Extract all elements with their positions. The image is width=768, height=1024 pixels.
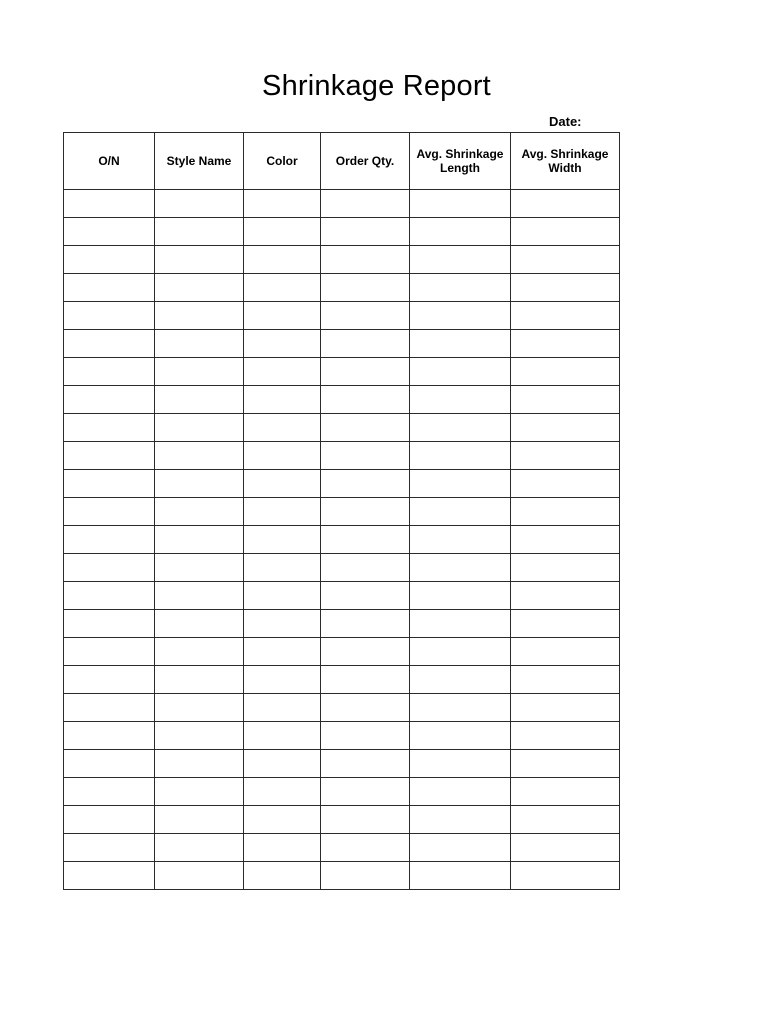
table-cell[interactable] [155,638,244,666]
table-cell[interactable] [410,610,511,638]
table-cell[interactable] [244,386,321,414]
table-row [64,498,620,526]
table-cell[interactable] [410,834,511,862]
table-cell[interactable] [155,414,244,442]
table-row [64,386,620,414]
table-row [64,610,620,638]
table-cell[interactable] [410,666,511,694]
table-cell[interactable] [410,330,511,358]
table-cell[interactable] [511,806,620,834]
table-row [64,722,620,750]
table-cell[interactable] [321,582,410,610]
table-cell[interactable] [244,750,321,778]
table-cell[interactable] [410,414,511,442]
table-cell[interactable] [244,246,321,274]
table-row [64,806,620,834]
table-cell[interactable] [244,330,321,358]
table-cell[interactable] [410,190,511,218]
table-cell[interactable] [64,442,155,470]
table-cell[interactable] [511,470,620,498]
table-row [64,470,620,498]
table-cell[interactable] [321,610,410,638]
table-cell[interactable] [321,330,410,358]
table-cell[interactable] [64,778,155,806]
table-row [64,554,620,582]
table-cell[interactable] [321,442,410,470]
table-cell[interactable] [511,190,620,218]
table-cell[interactable] [321,302,410,330]
table-cell[interactable] [321,722,410,750]
table-cell[interactable] [64,750,155,778]
table-cell[interactable] [410,470,511,498]
table-cell[interactable] [511,582,620,610]
table-cell[interactable] [64,722,155,750]
table-cell[interactable] [321,386,410,414]
table-cell[interactable] [244,274,321,302]
table-cell[interactable] [410,302,511,330]
table-header-row [64,133,620,190]
table-row [64,778,620,806]
table-cell[interactable] [321,190,410,218]
table-cell[interactable] [511,358,620,386]
table-cell[interactable] [155,722,244,750]
table-cell[interactable] [511,610,620,638]
table-cell[interactable] [64,862,155,890]
column-header-avg-shrinkage-width: Avg. Shrinkage Width [511,133,620,190]
table-cell[interactable] [64,246,155,274]
table-cell[interactable] [321,806,410,834]
table-cell[interactable] [410,386,511,414]
table-row [64,834,620,862]
table-row [64,694,620,722]
table-cell[interactable] [244,190,321,218]
table-cell[interactable] [511,330,620,358]
table-cell[interactable] [321,554,410,582]
table-cell[interactable] [321,498,410,526]
table-cell[interactable] [321,694,410,722]
table-cell[interactable] [64,526,155,554]
table-cell[interactable] [155,274,244,302]
table-row [64,526,620,554]
table-cell[interactable] [64,806,155,834]
table-cell[interactable] [155,386,244,414]
table-cell[interactable] [64,554,155,582]
table-cell[interactable] [511,750,620,778]
table-cell[interactable] [155,442,244,470]
table-cell[interactable] [244,498,321,526]
table-cell[interactable] [244,526,321,554]
table-cell[interactable] [410,694,511,722]
table-cell[interactable] [244,806,321,834]
table-cell[interactable] [410,778,511,806]
table-cell[interactable] [155,246,244,274]
table-cell[interactable] [410,554,511,582]
table-cell[interactable] [155,470,244,498]
table-cell[interactable] [321,274,410,302]
table-cell[interactable] [244,554,321,582]
table-cell[interactable] [64,414,155,442]
table-cell[interactable] [155,582,244,610]
table-cell[interactable] [155,750,244,778]
table-cell[interactable] [64,638,155,666]
table-cell[interactable] [321,358,410,386]
table-row [64,638,620,666]
shrinkage-table [63,132,620,890]
table-row [64,274,620,302]
table-body [64,190,620,890]
table-cell[interactable] [244,778,321,806]
table-cell[interactable] [244,638,321,666]
table-row [64,582,620,610]
table-cell[interactable] [155,302,244,330]
table-row [64,330,620,358]
table-cell[interactable] [155,834,244,862]
table-cell[interactable] [244,834,321,862]
table-cell[interactable] [64,302,155,330]
table-cell[interactable] [155,694,244,722]
table-cell[interactable] [410,246,511,274]
table-cell[interactable] [155,610,244,638]
table-cell[interactable] [410,638,511,666]
column-header-on: O/N [64,133,155,190]
table-cell[interactable] [155,358,244,386]
column-header-color: Color [244,133,321,190]
table-cell[interactable] [244,358,321,386]
table-cell[interactable] [64,358,155,386]
table-cell[interactable] [155,862,244,890]
table-cell[interactable] [155,778,244,806]
table-cell[interactable] [511,526,620,554]
table-cell[interactable] [155,526,244,554]
table-cell[interactable] [64,834,155,862]
table-cell[interactable] [321,778,410,806]
table-cell[interactable] [321,862,410,890]
table-cell[interactable] [410,526,511,554]
table-cell[interactable] [410,358,511,386]
table-cell[interactable] [64,582,155,610]
table-cell[interactable] [410,862,511,890]
table-cell[interactable] [511,834,620,862]
table-cell[interactable] [244,582,321,610]
table-cell[interactable] [511,386,620,414]
table-cell[interactable] [244,610,321,638]
table-cell[interactable] [410,498,511,526]
table-cell[interactable] [410,750,511,778]
table-row [64,442,620,470]
table-cell[interactable] [155,190,244,218]
table-cell[interactable] [321,666,410,694]
table-cell[interactable] [155,666,244,694]
table-cell[interactable] [511,666,620,694]
table-cell[interactable] [64,218,155,246]
table-cell[interactable] [64,610,155,638]
table-cell[interactable] [244,414,321,442]
table-cell[interactable] [410,442,511,470]
table-cell[interactable] [155,330,244,358]
table-cell[interactable] [155,498,244,526]
column-header-avg-shrinkage-length: Avg. Shrinkage Length [410,133,511,190]
table-cell[interactable] [321,638,410,666]
table-cell[interactable] [511,246,620,274]
table-cell[interactable] [511,498,620,526]
table-cell[interactable] [244,862,321,890]
table-row [64,862,620,890]
table-cell[interactable] [155,806,244,834]
table-cell[interactable] [511,554,620,582]
table-cell[interactable] [321,414,410,442]
table-cell[interactable] [511,414,620,442]
table-cell[interactable] [244,470,321,498]
table-cell[interactable] [244,302,321,330]
table-cell[interactable] [64,470,155,498]
table-row [64,190,620,218]
table-cell[interactable] [321,834,410,862]
table-cell[interactable] [410,274,511,302]
date-label: Date: [549,114,582,129]
page-title: Shrinkage Report [262,70,491,102]
table-cell[interactable] [410,218,511,246]
table-cell[interactable] [321,218,410,246]
table-cell[interactable] [244,694,321,722]
table-row [64,750,620,778]
table-cell[interactable] [244,722,321,750]
table-cell[interactable] [511,218,620,246]
table-cell[interactable] [244,442,321,470]
table-row [64,218,620,246]
table-cell[interactable] [511,722,620,750]
table-cell[interactable] [64,190,155,218]
table-cell[interactable] [511,694,620,722]
table-cell[interactable] [244,666,321,694]
table-cell[interactable] [511,274,620,302]
table-cell[interactable] [321,750,410,778]
table-cell[interactable] [511,442,620,470]
table-cell[interactable] [321,470,410,498]
table-cell[interactable] [410,582,511,610]
table-row [64,302,620,330]
table-cell[interactable] [155,554,244,582]
table-cell[interactable] [64,274,155,302]
table-cell[interactable] [511,302,620,330]
table-cell[interactable] [64,498,155,526]
table-row [64,358,620,386]
table-cell[interactable] [155,218,244,246]
column-header-style-name: Style Name [155,133,244,190]
column-header-order-qty: Order Qty. [321,133,410,190]
table-cell[interactable] [64,694,155,722]
table-cell[interactable] [511,638,620,666]
table-cell[interactable] [321,246,410,274]
table-row [64,414,620,442]
table-cell[interactable] [64,386,155,414]
table-row [64,666,620,694]
table-cell[interactable] [244,218,321,246]
table-cell[interactable] [64,666,155,694]
table-cell[interactable] [410,722,511,750]
table-cell[interactable] [511,778,620,806]
table-cell[interactable] [511,862,620,890]
table-cell[interactable] [410,806,511,834]
table-cell[interactable] [64,330,155,358]
table-row [64,246,620,274]
table-cell[interactable] [321,526,410,554]
